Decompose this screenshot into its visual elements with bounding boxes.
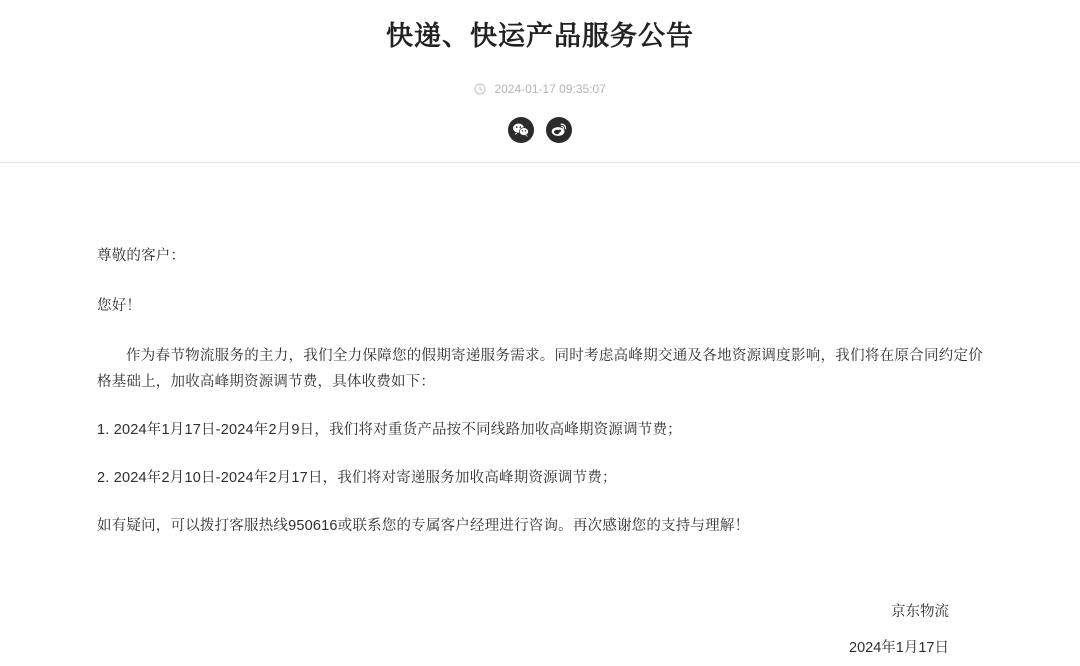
article-meta (0, 81, 1080, 99)
header-divider (0, 162, 1080, 163)
signature-company: 京东物流 (891, 604, 949, 620)
list-item-2: 2. 2024年2月10日-2024年2月17日，我们将对寄递服务加收高峰期资源调节费； (97, 470, 617, 486)
list-item-1: 1. 2024年1月17日-2024年2月9日，我们将对重货产品按不同线路加收高峰期资源调节费； (97, 422, 682, 438)
signature-block (97, 594, 983, 666)
publish-timestamp: 2024-01-17 09:35:07 (494, 82, 606, 96)
signature-date: 2024年1月17日 (849, 640, 949, 656)
article-header (0, 0, 1080, 163)
salutation: 尊敬的客户： (97, 248, 186, 264)
clock-icon (474, 83, 486, 99)
article-body (0, 171, 1080, 666)
intro-paragraph: 作为春节物流服务的主力，我们全力保障您的假期寄递服务需求。同时考虑高峰期交通及各地资源调度影响，我们将在原合同约定价格基础上，加收高峰期资源调节费，具体收费如下： (97, 348, 983, 390)
greeting: 您好！ (97, 298, 142, 314)
share-buttons (0, 117, 1080, 147)
page-title: 快递、快运产品服务公告 (386, 21, 694, 51)
closing-paragraph: 如有疑问，可以拨打客服热线950616或联系您的专属客户经理进行咨询。再次感谢您的支持与理解！ (97, 518, 750, 534)
weibo-share-icon[interactable] (546, 117, 572, 143)
wechat-share-icon[interactable] (508, 117, 534, 143)
